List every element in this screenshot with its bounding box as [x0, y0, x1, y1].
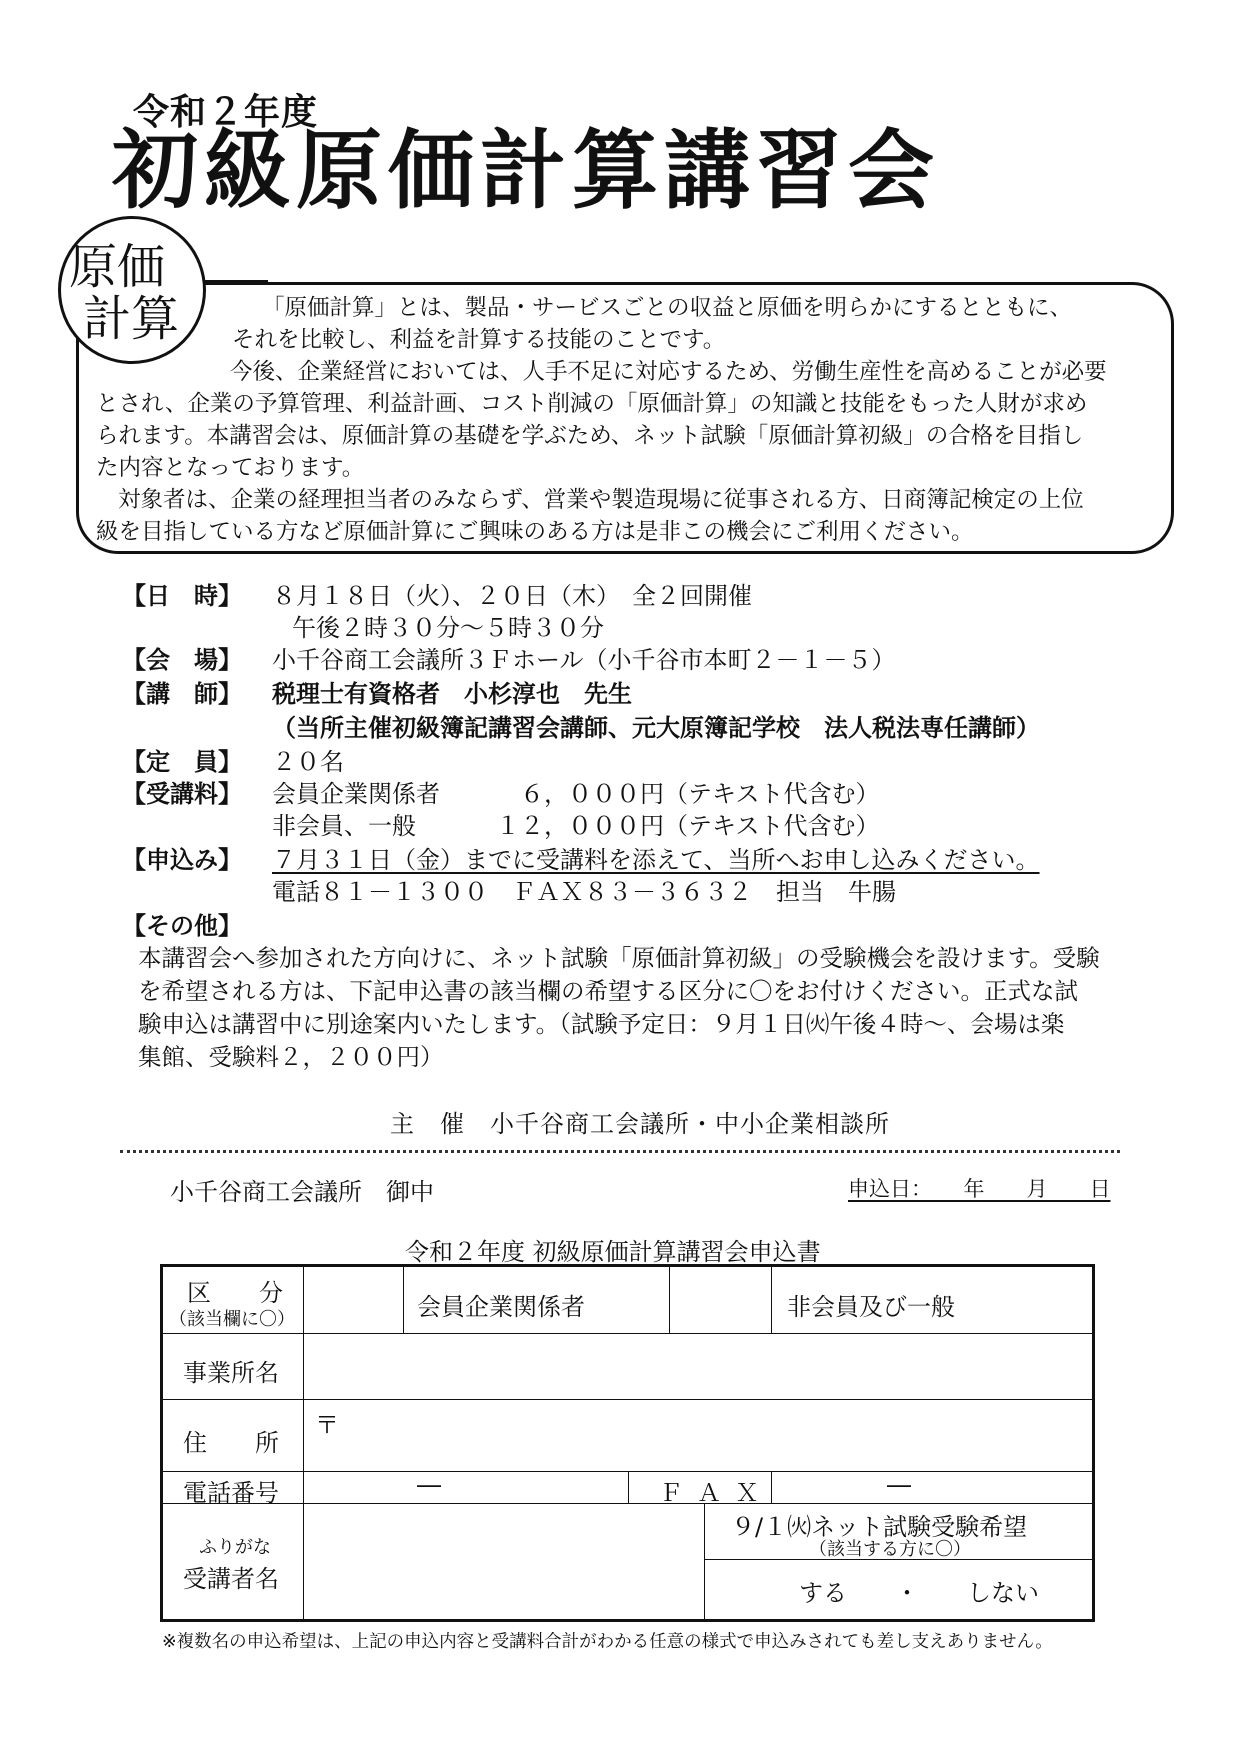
- fee-member-price: ６，０００円（テキスト代含む）: [520, 780, 880, 808]
- footnote: ※複数名の申込希望は、上記の申込内容と受講料合計がわかる任意の様式で申込みされても差し支えありません。: [162, 1632, 1053, 1652]
- col-divider: [628, 1471, 629, 1503]
- other-line: 集館、受験料２，２００円）: [138, 1043, 444, 1071]
- intro-line: 対象者は、企業の経理担当者のみならず、営業や製造現場に従事される方、日商簿記検定の上位: [118, 487, 1084, 513]
- col-divider: [669, 1267, 670, 1333]
- nonmember-checkbox-cell[interactable]: [675, 1273, 765, 1329]
- intro-line: 級を目指している方など原価計算にご興味のある方は是非この機会にご利用ください。: [96, 519, 974, 545]
- intro-line: られます。本講習会は、原価計算の基礎を学ぶため、ネット試験「原価計算初級」の合格を目指し: [96, 423, 1084, 449]
- col-divider: [403, 1267, 404, 1333]
- exam-sublabel: （該当する方に〇）: [809, 1539, 971, 1560]
- member-option: 会員企業関係者: [417, 1293, 585, 1321]
- organizer: 主 催 小千谷商工会議所・中小企業相談所: [390, 1110, 890, 1138]
- category-label: 区 分: [187, 1279, 283, 1307]
- fax-input[interactable]: [775, 1473, 1087, 1501]
- apply-contact: 電話８１－１３００ ＦＡＸ８３－３６３２ 担当 牛腸: [272, 878, 896, 906]
- category-sublabel: （該当欄に〇）: [169, 1309, 295, 1330]
- company-input[interactable]: [307, 1337, 1087, 1395]
- attendee-input[interactable]: [307, 1507, 699, 1615]
- venue-label: 【会 場】: [122, 646, 242, 674]
- other-label: 【その他】: [122, 912, 242, 940]
- intro-line: 今後、企業経営においては、人手不足に対応するため、労働生産性を高めることが必要: [230, 359, 1107, 385]
- other-line: を希望される方は、下記申込書の該当欄の希望する区分に〇をお付けください。正式な試: [138, 977, 1078, 1005]
- intro-line: た内容となっております。: [96, 455, 365, 481]
- col-divider: [771, 1267, 772, 1333]
- member-checkbox-cell[interactable]: [323, 1273, 401, 1329]
- capacity-label: 【定 員】: [122, 748, 242, 776]
- address-input[interactable]: [343, 1405, 1083, 1467]
- intro-line: 「原価計算」とは、製品・サービスごとの収益と原価を明らかにするとともに、: [262, 295, 1073, 321]
- apply-date-field[interactable]: 申込日： 年 月 日: [848, 1177, 1111, 1201]
- nonmember-option: 非会員及び一般: [787, 1293, 955, 1321]
- capacity-value: ２０名: [272, 748, 344, 776]
- attendee-label: 受講者名: [183, 1565, 279, 1593]
- fee-nonmember-label: 非会員、一般: [272, 812, 416, 840]
- fax-label: ＦＡＸ: [659, 1479, 773, 1507]
- postal-mark: 〒: [315, 1411, 339, 1439]
- fee-nonmember-price: １２，０００円（テキスト代含む）: [496, 812, 880, 840]
- form-title: 令和２年度 初級原価計算講習会申込書: [405, 1238, 821, 1266]
- addressee: 小千谷商工会議所 御中: [170, 1178, 434, 1206]
- other-line: 本講習会へ参加された方向けに、ネット試験「原価計算初級」の受験機会を設けます。受験: [138, 944, 1100, 972]
- furigana-label: ふりがな: [199, 1537, 271, 1558]
- phone-input[interactable]: [307, 1473, 623, 1501]
- page-title: 初級原価計算講習会: [112, 121, 940, 221]
- phone-label: 電話番号: [183, 1479, 279, 1507]
- datetime-time: 午後２時３０分～５時３０分: [292, 614, 604, 642]
- apply-label: 【申込み】: [122, 846, 242, 874]
- exam-title: ９/１㈫ネット試験受験希望: [731, 1513, 1028, 1541]
- datetime-label: 【日 時】: [122, 582, 242, 610]
- col-divider: [704, 1503, 705, 1619]
- year-label: 令和２年度: [133, 92, 319, 133]
- lecturer-label: 【講 師】: [122, 680, 242, 708]
- lecturer-name: 税理士有資格者 小杉淳也 先生: [272, 680, 632, 708]
- application-form: [160, 1264, 1095, 1622]
- col-divider: [303, 1267, 304, 1619]
- badge-connector-line: [204, 280, 268, 283]
- exam-choice[interactable]: する ・ しない: [799, 1579, 1039, 1607]
- fax-dash: ―: [887, 1471, 911, 1499]
- lecturer-profile: （当所主催初級簿記講習会講師、元大原簿記学校 法人税法専任講師）: [272, 714, 1040, 742]
- other-line: 験申込は講習中に別途案内いたします。（試験予定日：９月１日㈫午後４時～、会場は楽: [138, 1010, 1065, 1038]
- intro-line: とされ、企業の予算管理、利益計画、コスト削減の「原価計算」の知識と技能をもった人財が求め: [96, 391, 1088, 417]
- datetime-value: ８月１８日（火）、２０日（木） 全２回開催: [272, 582, 752, 610]
- stamp-line-2: 計算: [83, 291, 180, 347]
- address-label: 住 所: [183, 1429, 279, 1457]
- intro-line: それを比較し、利益を計算する技能のことです。: [232, 327, 726, 353]
- genka-keisan-stamp: [58, 216, 206, 364]
- fee-member-label: 会員企業関係者: [272, 780, 440, 808]
- apply-deadline: ７月３１日（金）までに受講料を添えて、当所へお申し込みください。: [272, 846, 1040, 874]
- stamp-line-1: 原価: [69, 239, 166, 295]
- cut-line: [120, 1150, 1120, 1153]
- phone-dash: ―: [417, 1471, 441, 1499]
- company-label: 事業所名: [183, 1359, 279, 1387]
- fee-label: 【受講料】: [122, 780, 242, 808]
- venue-value: 小千谷商工会議所３Ｆホール（小千谷市本町２－１－５）: [272, 646, 896, 674]
